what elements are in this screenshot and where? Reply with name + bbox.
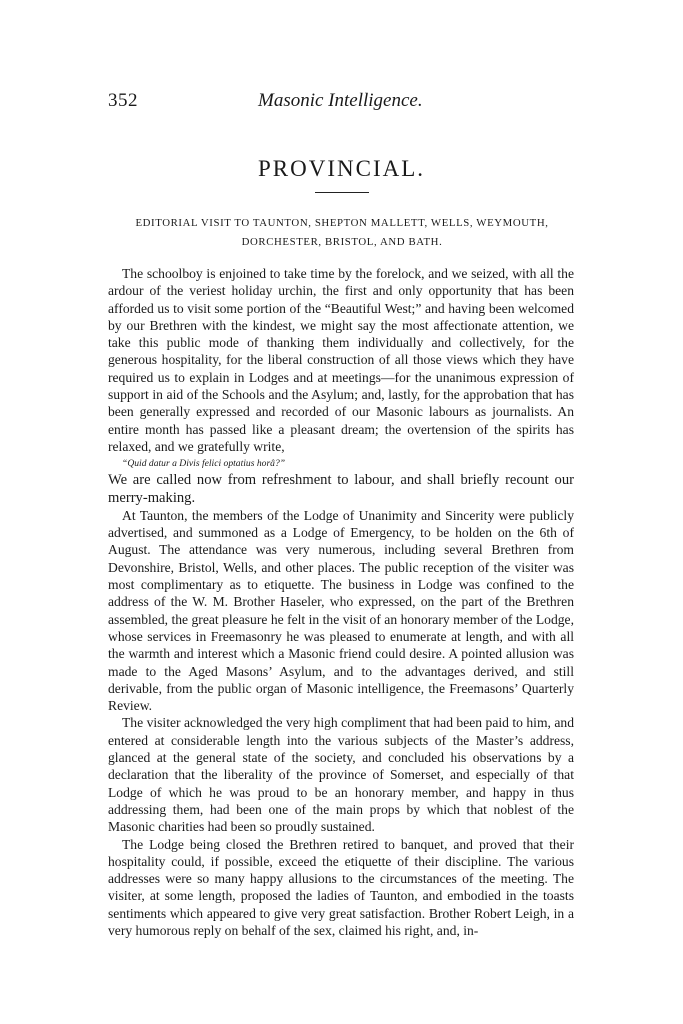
latin-quotation: “Quid datur a Divis felici optatius horâ?” <box>122 458 286 470</box>
paragraph: We are called now from refreshment to labour, and shall briefly recount our merry-making. <box>108 472 574 506</box>
page-number: 352 <box>108 90 138 111</box>
paragraph: The Lodge being closed the Brethren retired to banquet, and proved that their hospitality could, if possible, exceed the etiquette of their discipline. The various addresses were so many happy allusions to the circumstances of the meeting. The visiter, at some length, proposed the ladies of Taunton, and embodied in the toasts sentiments which appeared to give very great satisfaction. Brother Robert Leigh, in a very humorous reply on behalf of the sex, claimed his right, and, in- <box>108 836 574 938</box>
article-subtitle <box>112 214 572 252</box>
section-title: PROVINCIAL. <box>257 156 426 181</box>
subtitle-line: EDITORIAL VISIT TO TAUNTON, SHEPTON MALLETT, WELLS, WEYMOUTH, <box>135 217 549 229</box>
paragraph: The visiter acknowledged the very high compliment that had been paid to him, and entered at considerable length into the various subjects of the Master’s address, glanced at the general state of the society, and concluded his observations by a declaration that the liberality of the province of Somerset, and especially of that Lodge of which he was proud to be an honorary member, and happy in thus addressing them, had been one of the main props by which that noblest of the Masonic charities had been so proudly sustained. <box>108 715 574 835</box>
page-header <box>108 90 570 114</box>
subtitle-line: DORCHESTER, BRISTOL, AND BATH. <box>241 236 443 248</box>
running-head: Masonic Intelligence. <box>258 90 423 111</box>
paragraph: The schoolboy is enjoined to take time by the forelock, and we seized, with all the ardour of the veriest holiday urchin, the first and only opportunity that has been afforded us to visit some portion of the “Beautiful West;” and having been welcomed by our Brethren with the kindest, we might say the most affectionate attention, we take this public mode of thanking them individually and collectively, for the generous hospitality, for the liberal construction of all those views which they have required us to explain in Lodges and at meetings—for the unanimous expression of support in aid of the Schools and the Asylum; and, lastly, for the approbation that has been generally expressed and recorded of our Masonic labours as journalists. An entire month has passed like a pleasant dream; the overtension of the spirits has relaxed, and we gratefully write, <box>108 266 574 454</box>
paragraph: At Taunton, the members of the Lodge of Unanimity and Sincerity were publicly advertised, and summoned as a Lodge of Emergency, to be holden on the 6th of August. The attendance was very numerous, including several Brethren from Devonshire, Bristol, Wells, and other places. The public reception of the visiter was most complimentary as to etiquette. The business in Lodge was confined to the address of the W. M. Brother Haseler, who expressed, on the part of the Brethren assembled, the great pleasure he felt in the visit of an honorary member of the Lodge, whose services in Freemasonry he was pleased to enumerate at length, and with all the warmth and interest which a Masonic friend could desire. A pointed allusion was made to the Aged Masons’ Asylum, and to the advantages derived, and still derivable, from the public organ of Masonic intelligence, the Freemasons’ Quarterly Review. <box>108 507 574 714</box>
article-body <box>108 265 574 939</box>
title-rule <box>315 192 369 193</box>
